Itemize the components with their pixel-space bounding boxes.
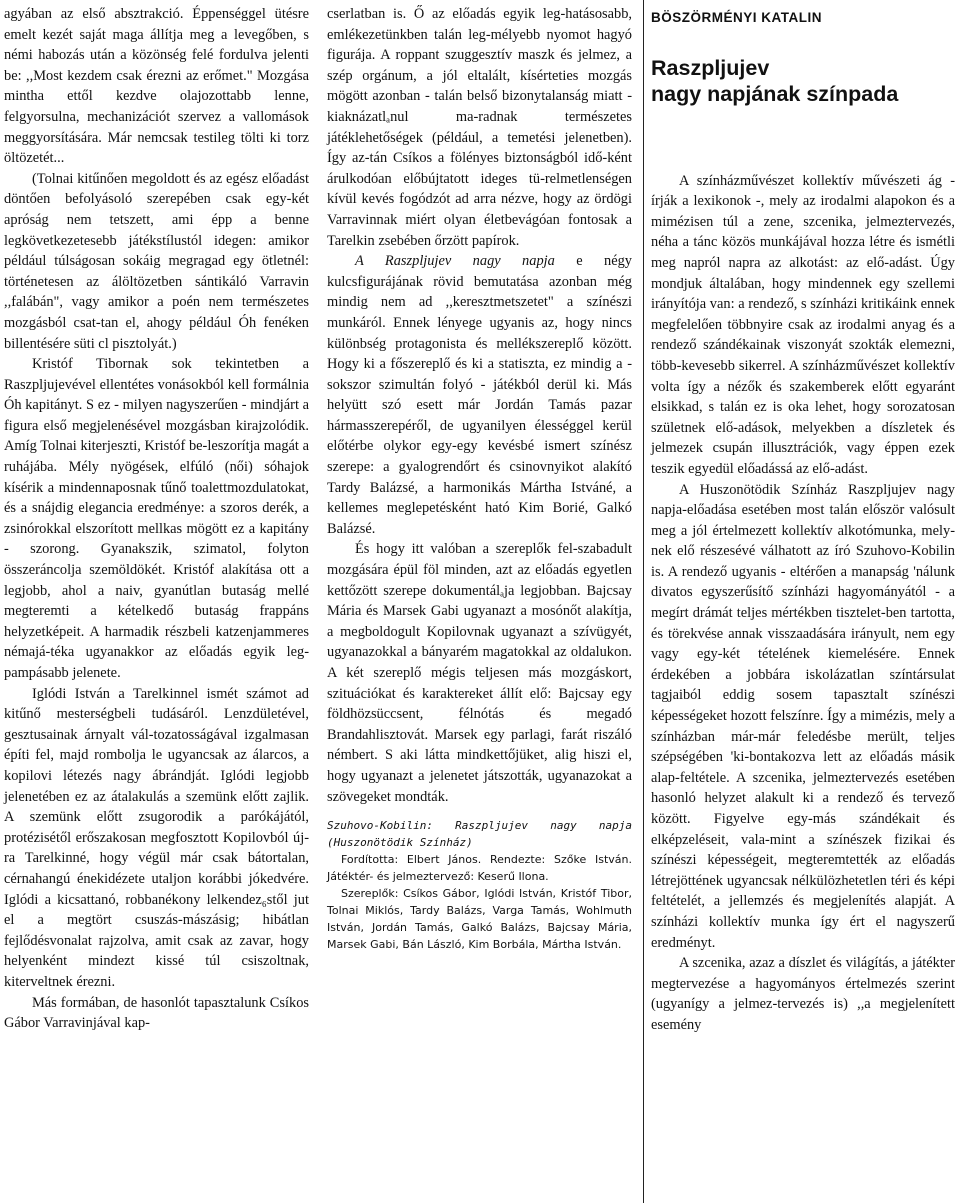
paragraph: A szcenika, azaz a díszlet és világítás, a játékter megtervezése a hagyományos értelmezés szerint (ugyanígy a jelmez-tervezés is) ,,a megjelenített esemény bbox=[651, 955, 955, 1033]
column-1 bbox=[4, 4, 309, 1034]
column-2 bbox=[327, 4, 632, 953]
paragraph: A színházművészet kollektív művészeti ág - írják a lexikonok -, mely az irodalmi alapokon és a mimézisen túl a zene, szcenika, jelmeztervezés, néha a tánc közös munkájával hozza létre és ismétli meg napról napra az alkotást: az elő-adást. Úgy mondjuk általában, hogy mindennek egy szellemi irányítója van: a rendező, s színházi kritikáink ennek megfelelően többnyire csak az irodalmi anyag és a rendező szándékainak viszonyát szokták elemezni, több-kevesebb sikerrel. A színházművészet kollektív volta így a nézők és szakemberek előtt egyaránt elsikkad, s talán ez is oka lehet, hogy sorozatosan születnek elő-adások, melyekben a díszletek és jelmezek csupán illusztrációk, vagy éppen ezek teszik egyedül előadássá az elő-adást. bbox=[651, 172, 955, 477]
column-divider bbox=[643, 0, 644, 1203]
title-line: Raszpljujev bbox=[651, 55, 770, 80]
credit-staff: Fordította: Elbert János. Rendezte: Szőke István. Játéktér- és jelmeztervező: Keserű Ilona. bbox=[327, 853, 632, 884]
paragraph: cserlatban is. Ő az előadás egyik leg-hatásosabb, emlékezetünkben talán leg-mélyebb nyomot hagyó figurája. A roppant szuggesztív maszk és jelmez, a szép orgánum, a jól eltalált, kísérteties mozgás mögött azonban - talán belső bizonytalanság miatt - kiaknázatlₐnul ma-radnak természetes játéklehetőségek (például, a temetési jelenetben). Így az-tán Csíkos a fölényes biztonságból idő-ként árulkodóan előbújtatott ideges tü-relmetlenségen kívül kevés fogódzót ad arra nézve, hogy az ördögi Varravinnak miért olyan életbevágóan fontosak a Tarelkin zsebében őrzött papírok. bbox=[327, 6, 632, 249]
column-3 bbox=[651, 4, 955, 1036]
article-author: BÖSZÖRMÉNYI KATALIN bbox=[651, 10, 822, 25]
paragraph bbox=[327, 251, 632, 539]
credit-cast: Szereplők: Csíkos Gábor, Iglódi István, Kristóf Tibor, Tolnai Miklós, Tardy Balázs, Varga Tamás, Wohlmuth István, Jordán Tamás, Galkó Balázs, Bajcsay Mária, Marsek Gabi, Bán László, Kim Borbála, Mártha István. bbox=[327, 887, 632, 952]
title-line: nagy napjának színpada bbox=[651, 81, 899, 106]
article-title bbox=[651, 55, 955, 107]
paragraph: És hogy itt valóban a szereplők fel-szabadult mozgására épül föl minden, azt az előadás egyetlen kettőzött szerepe dokumentálₐja legjobban. Bajcsay Mária és Marsek Gabi ugyanazt a mosónőt alakítja, a megboldogult Kopilovnak ugyanazt a szívügyét, ugyanazokkal a bányarém magatokkal az oldalukon. A két szereplő mégis teljesen más mozgáskort, szituációkat és karaktereket állít elő: Bajcsay egy földhözsüccsent, félnótás és megadó Brandahlisztovát. Marsek egy parlagi, farát riszáló némbert. S aki látta mindkettőjüket, alig hiszi el, hogy ugyanazt a jelenetet játszották, ugyanazokat a szövegeket mondták. bbox=[327, 541, 632, 805]
credit-play: Szuhovo-Kobilin: Raszpljujev nagy napja (Huszonötödik Színház) bbox=[327, 819, 632, 850]
paragraph: Iglódi István a Tarelkinnel ismét számot ad kitűnő mesterségbeli tudásáról. Lenzdületével, gesztusainak árnyalt vál-tozatosságával izgalmasan építi fel, majd rombolja le ugyancsak az álarcos, a kopilovi létezés nagy ábrándját. Iglódi legjobb jelenetében ez az átalakulás a szemünk előtt zajlik. A szemünk előtt zsugorodik a parókájától, protézisétől erőszakosan megfosztott Kopilovból új-ra Tarelkinné, hogy végül már csak bátortalan, cérnahangú énekidézete utaljon korábbi jókedvére. Iglódi a kicsattanó, robbanékony lelkendez₆stől jut el a megtört csuszás-mászásig; hibátlan fejlődésvonalat rajzolva, amit csak az zavar, hogy helyenként mindezt kissé túl csiszoltnak, kiterveltnek érezni. bbox=[4, 685, 309, 990]
paragraph: A Huszonötödik Színház Raszpljujev nagy napja-előadása esetében most talán először valósult meg a jól értelmezett kollektív alkotómunka, mely-nek elő részesévé válhatott az író Szuhovo-Kobilin is. A rendező ugyanis - eltérően a manapság 'nálunk divatos egyszerűsítő színházi hagyományától - a megírt drámát teljes mértékben tisztelet-ben tartotta, és törekvése annak visszaadására irányult, nem egy vagy egy-két tételének kiemelésére. Ennek érdekében a jobbára iskolázatlan színtársulat tagjaiból eddig sosem tapasztalt színészi képességeket hozott felszínre. Így a mimézis, mely a színházban már-már feledésbe merült, teljes szépségében 'ki-bontakozva lett az előadás másik alap-feltétele. A szcenika, jelmeztervezés esetében hasonló helyzet alakult ki a rendező és tervező között. Figyelve egy-más szándékait és elképzeléseit, vala-mint a színészek fizikai és színészi képességeit, megteremtették az előadás létrejöttének ugyancsak nélkülözhetetlen téri és képi feltételét, a jellemzés és megjelenítés alapját. A színházi kollektív munka így ért el nagyszerű eredményt. bbox=[651, 481, 955, 951]
production-credits bbox=[327, 817, 632, 953]
paragraph: Kristóf Tibornak sok tekintetben a Raszpljujevével ellentétes vonásokból kell formálnia Óh kapitányt. S ez - milyen nagyszerűen - mindjárt a figura első megjelenésével mozgásban kirajzolódik. Amíg Tolnai kiterjeszti, Kristóf be-leszorítja magát a ruhájába. Mély nyögések, elfúló (női) sóhajok kísérik a mindennaposnak tűnő toalettmozdulatokat, és a snájdig elegancia eredménye: a szoros derék, a zsinórokkal elszorított mellkas mögött ez a kapitány - szorong. Gyanakszik, szimatol, folyton összeráncolja szemöldökét. Kristóf alakítása ott a legjobb, ahol a naiv, gyanútlan butaság mellé megteremti a kételkedő butaság frappáns helyzetképeit. A harmadik részbeli katzenjammeres némajá-téka ugyanakkor az előadás egyik leg-pampásabb jelenete. bbox=[4, 356, 309, 681]
play-title: A Raszpljujev nagy napja bbox=[355, 253, 555, 270]
paragraph: (Tolnai kitűnően megoldott és az egész előadást döntően befolyásoló szerepében csak egy-két apróság nem tetszett, ami épp a benne legkövetkezetesebb játékstílustól idegen: amikor például túlságosan sokáig megragad egy ötletnél: történetesen az álöltözetben sántikáló Varravin ,,falábán", vagy amikor a poén nem természetes mozgásból csat-tan el, ahogy például Óh fenéken billentésére süti cl pisztolyát.) bbox=[4, 170, 309, 352]
paragraph-text: e négy kulcsfigurájának rövid bemutatása azonban még mindig nem ad ,,keresztmetszetet" a színészi munkáról. Ennek lényege ugyanis az, hogy nincs különbség protagonista és mellékszereplő között. Hogy ki a főszereplő és ki a statiszta, ez mindig a - sokszor szimultán folyó - játékból derül ki. Más helyütt szó esett már Jordán Tamás pazar hármasszerepéről, de ugyanilyen élességgel kerül előtérbe olykor egy-egy kevésbé ismert színész szerepe: a gyalogrendőrt és csinovnyikot alakító Tardy Balázsé, a harmonikás Mártha Istváné, a kellemes meglepetésként ható Kim Borié, Galkó Balázsé. bbox=[327, 253, 633, 537]
paragraph: Más formában, de hasonlót tapasztalunk Csíkos Gábor Varravinjával kap- bbox=[4, 994, 309, 1032]
paragraph: agyában az első absztrakció. Éppenséggel ütésre emelt kezét saját maga állítja meg a levegőben, s némi habozás után a közönség felé fordulva jelenti be: ,,Most kezdem csak érezni az erőmet." Mozgása mintha ettől kezdve olajozottabb lenne, felgyorsulna, mechanizációt szervez a vallomások meggyorsítására. Már nemcsak testileg tölti ki torz öltözetét... bbox=[4, 6, 309, 167]
